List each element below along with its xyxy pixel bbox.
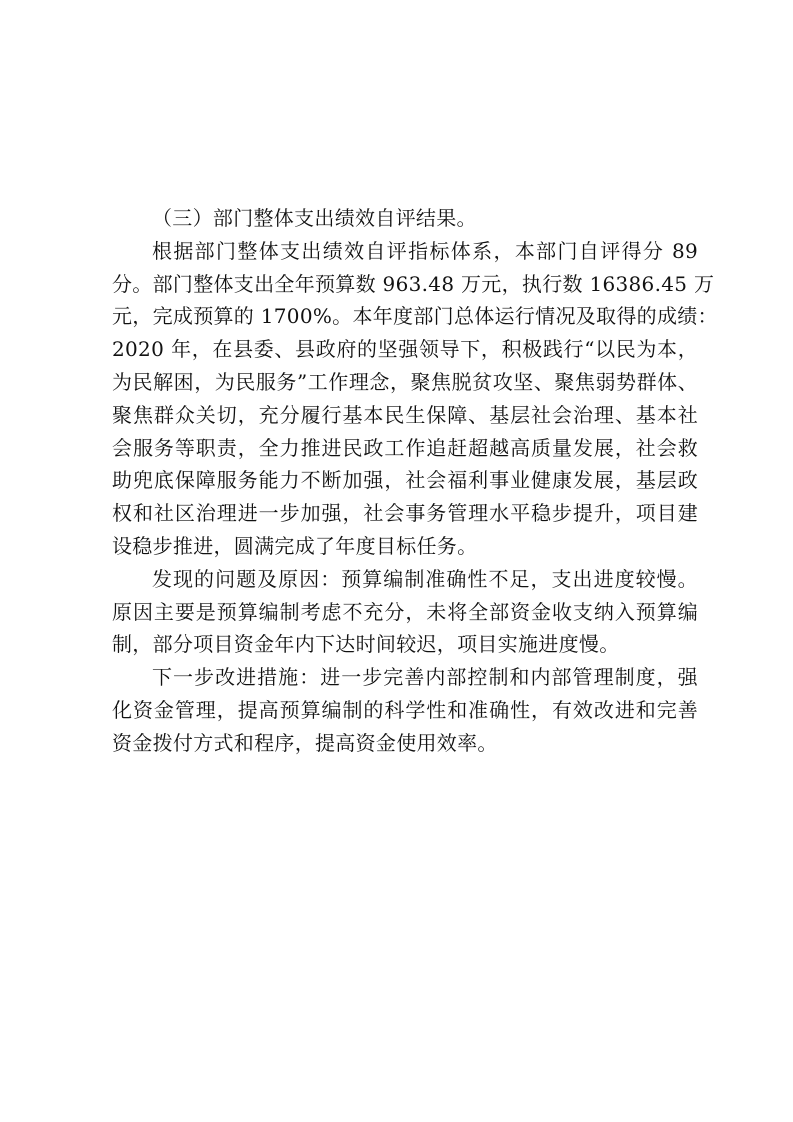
paragraph-self-evaluation bbox=[112, 235, 718, 563]
paragraph-line: 资金拨付方式和程序，提高资金使用效率。 bbox=[112, 730, 498, 755]
paragraph-line: 化资金管理，提高预算编制的科学性和准确性，有效改进和完善 bbox=[112, 697, 698, 722]
paragraph-line: 权和社区治理进一步加强，社会事务管理水平稳步提升，项目建 bbox=[112, 501, 698, 526]
paragraph-line: 2020 年，在县委、县政府的坚强领导下，积极践行“以民为本， bbox=[112, 337, 698, 362]
paragraph-line: 下一步改进措施：进一步完善内部控制和内部管理制度，强 bbox=[152, 665, 698, 690]
paragraph-line: 为民解困，为民服务”工作理念，聚焦脱贫攻坚、聚焦弱势群体、 bbox=[112, 369, 698, 394]
paragraph-line: 分。部门整体支出全年预算数 963.48 万元，执行数 16386.45 万 bbox=[112, 271, 715, 296]
paragraph-line: 设稳步推进，圆满完成了年度目标任务。 bbox=[112, 533, 478, 558]
paragraph-line: 原因主要是预算编制考虑不充分，未将全部资金收支纳入预算编 bbox=[112, 599, 698, 624]
document-body bbox=[112, 202, 718, 760]
paragraph-line: 根据部门整体支出绩效自评指标体系，本部门自评得分 89 bbox=[152, 238, 698, 263]
paragraph-line: 助兜底保障服务能力不断加强，社会福利事业健康发展，基层政 bbox=[112, 468, 698, 493]
paragraph-improvements bbox=[112, 661, 698, 759]
paragraph-line: 聚焦群众关切，充分履行基本民生保障、基层社会治理、基本社 bbox=[112, 402, 698, 427]
paragraph-line: 制，部分项目资金年内下达时间较迟，项目实施进度慢。 bbox=[112, 632, 620, 657]
paragraph-line: 会服务等职责，全力推进民政工作追赶超越高质量发展，社会救 bbox=[112, 435, 698, 460]
paragraph-line: 发现的问题及原因：预算编制准确性不足，支出进度较慢。 bbox=[152, 566, 698, 591]
paragraph-problems bbox=[112, 563, 698, 661]
section-heading: （三）部门整体支出绩效自评结果。 bbox=[152, 206, 477, 230]
paragraph-line: 元，完成预算的 1700%。本年度部门总体运行情况及取得的成绩： bbox=[112, 304, 718, 329]
